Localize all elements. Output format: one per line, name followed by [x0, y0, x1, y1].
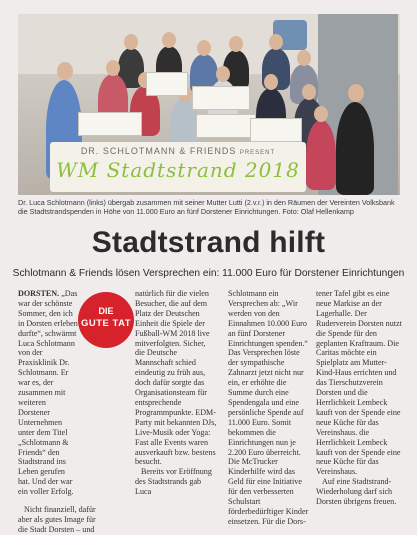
person-head	[269, 34, 283, 50]
stadtstrand-banner	[50, 142, 306, 192]
donation-check	[250, 118, 302, 142]
badge-line2: GUTE TAT	[80, 318, 132, 329]
banner-title: DR. SCHLOTMANN & FRIENDS PRESENT	[80, 146, 276, 156]
person-head	[124, 34, 138, 50]
article-column-1	[18, 289, 96, 535]
person-head	[162, 32, 176, 48]
article-column-3	[228, 289, 312, 527]
person-head	[314, 106, 328, 122]
dateline: DORSTEN.	[18, 289, 60, 298]
person-head	[57, 62, 73, 80]
donation-check	[78, 112, 142, 136]
person-head	[229, 36, 243, 52]
col1-paragraph-1: „Das war der schönste Sommer, den ich in Dorsten erleben durfte“, schwärmt Luca Schlotmann von der Praxisklinik Dr. Schlotmann. Er war es, der zusammen mit weiteren Dorstener Unternehmen unter dem Titel „Schlotmann & Friends“ den Stadtstrand ins Leben gerufen hat. Und der war ein voller Erfolg.	[18, 289, 78, 497]
col2-paragraph-1: natürlich für die vielen Besucher, die auf dem Platz der Deutschen Einheit die Spiele der Fußball-WM 2018 live mitverfolgten. Sicher, die Deutsche Mannschaft schied eindeutig zu früh aus, doch dafür sorgte das Organisationsteam für entsprechende Programmpunkte. EDM-Party mit bekannten DJs, Live-Musik oder Yoga: Fast alle Events waren ausverkauft bzw. bestens besucht.	[135, 289, 217, 467]
donation-check	[192, 86, 250, 110]
col1-paragraph-2: Nicht finanziell, dafür aber als gutes Image für die Stadt Dorsten – und	[18, 505, 96, 534]
person	[336, 102, 374, 195]
col2-paragraph-2: Bereits vor Eröffnung des Stadtstrands gab Luca	[135, 467, 212, 497]
person-head	[106, 60, 120, 76]
photo-caption: Dr. Luca Schlotmann (links) übergab zusammen mit seiner Mutter Lutti (2.v.r.) in den Räumen der Vereinten Volksbank die Stadtstrandspenden in Höhe von 11.000 Euro an fünf Dorstener Einrichtungen. Foto: Olaf Hellenkamp	[18, 198, 395, 216]
person-head	[216, 66, 230, 82]
badge-line1: DIE	[98, 306, 114, 316]
person-head	[197, 40, 211, 56]
person-head	[264, 74, 278, 90]
person	[306, 120, 336, 190]
col4-paragraph-1: tener Tafel gibt es eine neue Markise an der Lagerhalle. Der Ruderverein Dorsten nutzt die Spende für den geplanten Kraftraum. Die Caritas möchte ein Spielplatz am Mutter-Kind-Haus errichten und das Tierschutzverein Dorsten und die Herrlichkeit Lembeck kauft von der Spende eine neue Küche für das Vereinshaus. die Herrlichkeit Lembeck kauft von der Spende eine neue Küche für das Vereinshaus.	[316, 289, 402, 477]
banner-script: WM Stadtstrand 2018	[56, 158, 300, 182]
col4-paragraph-2: Auf eine Stadtstrand-Wiederholung darf sich Dorsten übrigens freuen.	[316, 477, 397, 507]
article-subheadline: Schlotmann & Friends lösen Versprechen ein: 11.000 Euro für Dorstener Einrichtungen	[12, 268, 405, 279]
person-head	[297, 50, 311, 66]
person-head	[348, 84, 364, 102]
article-headline: Stadtstrand hilft	[91, 226, 326, 259]
person-head	[302, 84, 316, 100]
col3-paragraph-1: Schlotmann ein Versprechen ab: „Wir werden von den Einnahmen 10.000 Euro an fünf Dorstener Einrichtungen spenden.“ Das Versprechen löste der sympathische Zahnarzt jetzt nicht nur ein, er erhöhte die Summe durch eine Spendengala und eine persönliche Spende auf 11.000 Euro. Somit bekommen die Einrichtungen nun je 2.200 Euro überreicht. Die McTrucker Kinderhilfe wird das Geld für eine Initiative für den verbesserten Schulstart förderbedürftiger Kinder einsetzen. Für die Dors-	[228, 289, 309, 526]
event-photo	[18, 14, 400, 195]
article-column-4	[316, 289, 402, 507]
donation-check	[196, 114, 256, 138]
article-column-2	[135, 289, 217, 497]
donation-check	[146, 72, 188, 96]
